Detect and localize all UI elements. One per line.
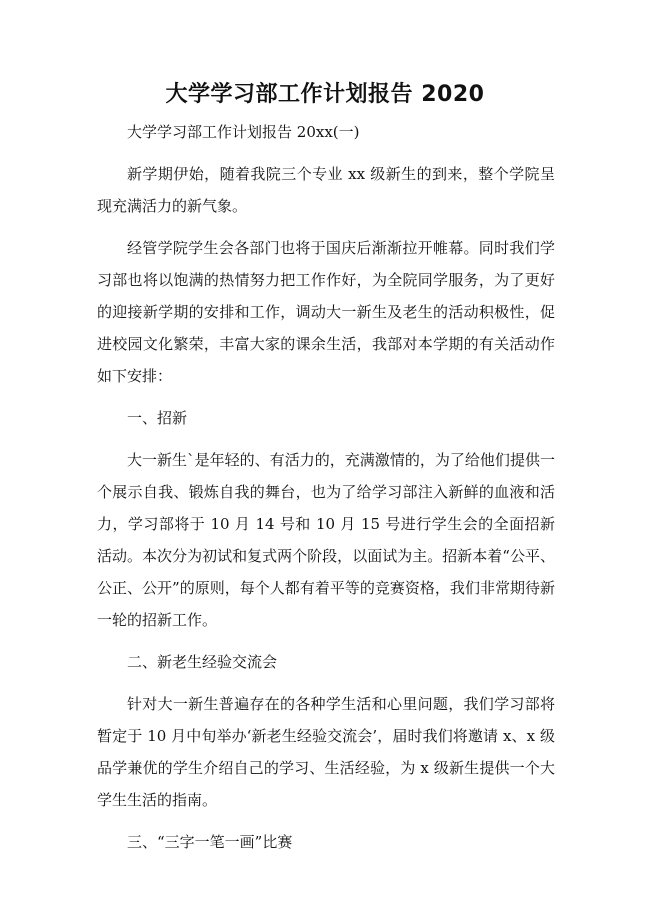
document-subtitle: 大学学习部工作计划报告 20xx(一) (127, 123, 360, 141)
document-title: 大学学习部工作计划报告 2020 (165, 82, 485, 107)
section-heading-recruitment: 一、招新 (127, 409, 188, 427)
paragraph-recruitment: 大一新生`是年轻的、有活力的，充满激情的，为了给他们提供一个展示自我、锻炼自我的舞台，也为了给学习部注入新鲜的血液和活力，学习部将于 10 月 14 号和 10 月 15 号进行学生会的全面招新活动。本次分为初试和复式两个阶段，以面试为主。招新本着“公平、公正、公开”的原则，每个人都有着平等的竞赛资格，我们非常期待新一轮的招新工作。 (97, 451, 555, 629)
paragraph-intro: 新学期伊始，随着我院三个专业 xx 级新生的到来，整个学院呈现充满活力的新气象。 (97, 165, 555, 215)
paragraph-exchange-meeting: 针对大一新生普遍存在的各种学生活和心里问题，我们学习部将暂定于 10 月中旬举办‘新老生经验交流会’，届时我们将邀请 x、x 级品学兼优的学生介绍自己的学习、生活经验，为 x 级新生提供一个大学生生活的指南。 (97, 695, 555, 809)
section-heading-competition: 三、“三字一笔一画”比赛 (127, 833, 293, 851)
paragraph-arrangement: 经管学院学生会各部门也将于国庆后渐渐拉开帷幕。同时我们学习部也将以饱满的热情努力把工作作好，为全院同学服务，为了更好的迎接新学期的安排和工作，调动大一新生及老生的活动积极性，促进校园文化繁荣，丰富大家的课余生活，我部对本学期的有关活动作如下安排： (97, 239, 555, 385)
document-body (97, 116, 555, 868)
section-heading-exchange-meeting: 二、新老生经验交流会 (127, 653, 278, 671)
